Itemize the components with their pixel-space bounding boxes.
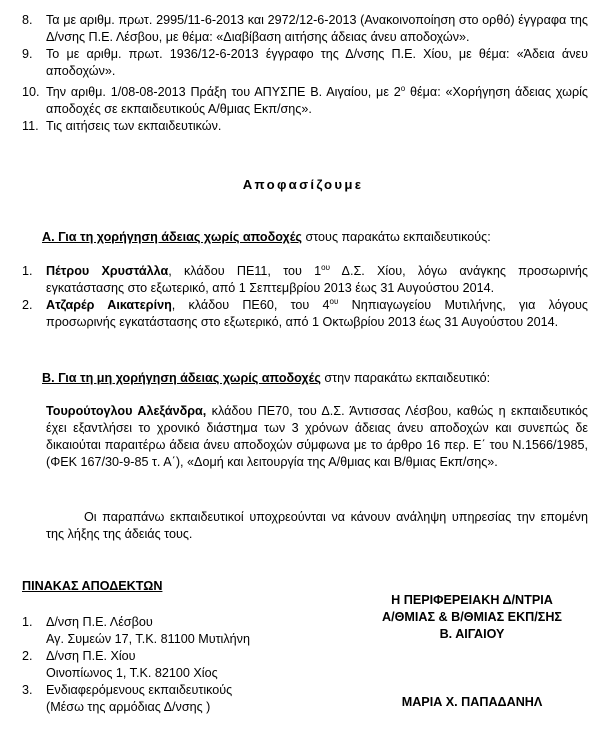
item-text: Νηπιαγωγείου Μυτιλήνης, για λόγους [338, 298, 588, 312]
item-line-1 [46, 263, 588, 280]
list-number: 2. [22, 649, 33, 663]
list-number: 8. [22, 13, 33, 27]
item-text: , κλάδου ΠΕ60, του 4 [171, 298, 330, 312]
superscript: ου [329, 297, 339, 306]
reference-text: Τα με αριθμ. πρωτ. 2995/11-6-2013 και 2972/12-6-2013 (Ανακοινοποίηση στο ορθό) έγγραφα της Δ/νσης Π.Ε. Λέσβου, με θέμα: «Διαβίβαση αιτήσης άδειας άνευ αποδοχών». [46, 13, 588, 44]
signature-title-line-2: Α/ΘΜΙΑΣ & Β/ΘΜΙΑΣ ΕΚΠ/ΣΗΣ [382, 610, 562, 624]
reference-text: Το με αριθμ. πρωτ. 1936/12-6-2013 έγγραφο της Δ/νσης Π.Ε. Χίου, με θέμα: «Άδεια άνευ αποδοχών». [46, 47, 588, 78]
list-number: 1. [22, 264, 33, 278]
leave-granted-text [46, 297, 588, 331]
recipient-item [22, 648, 362, 682]
superscript: ου [321, 263, 330, 272]
leave-denied-text: κλάδου ΠΕ70, του Δ.Σ. Άντισσας Λέσβου, καθώς η εκπαιδευτικός έχει εξαντλήσει το χρονικό διάστημα των 3 χρόνων άδειας άνευ αποδοχών και συνεπώς δε δικαιούται παραιτέρω άδεια άνευ αποδοχών σύμφωνα με το άρθρο 16 περ. Ε΄ του Ν.1566/1985, (ΦΕΚ 167/30-9-85 τ. Α΄), «Δομή και λειτουργία της Α/θμιας και Β/θμιας Εκπ/σης». [46, 404, 588, 469]
signature-block [372, 592, 572, 643]
leave-granted-item-2 [22, 297, 588, 331]
teacher-name: Ατζαρέρ Αικατερίνη [46, 298, 172, 312]
list-number: 10. [22, 85, 40, 99]
recipient-item [22, 614, 362, 648]
recipients-title: ΠΙΝΑΚΑΣ ΑΠΟΔΕΚΤΩΝ [22, 579, 163, 593]
recipient-name: Δ/νση Π.Ε. Λέσβου [46, 615, 153, 629]
teacher-name: Τουρούτογλου Αλεξάνδρα, [46, 404, 207, 418]
signature-title-line-3: Β. ΑΙΓΑΙΟΥ [439, 627, 505, 641]
section-a-heading [42, 229, 491, 246]
list-number: 2. [22, 298, 33, 312]
reference-text [46, 84, 588, 118]
item-line-2: εγκατάστασης στο εξωτερικό, από 1 Σεπτεμβρίου 2013 έως 31 Αυγούστου 2014. [46, 281, 495, 295]
section-a-heading-bold: Α. Για τη χορήγηση άδειας χωρίς αποδοχές [42, 230, 302, 244]
list-number: 3. [22, 683, 33, 697]
item-line-1 [46, 297, 588, 314]
list-number: 11. [22, 119, 39, 133]
recipient-name: Ενδιαφερόμενους εκπαιδευτικούς [46, 683, 233, 697]
recipient-address: (Μέσω της αρμόδιας Δ/νσης ) [46, 700, 211, 714]
item-text: , κλάδου ΠΕ11, του 1 [168, 264, 322, 278]
reference-text-part: Την αριθμ. 1/08-08-2013 Πράξη του ΑΠΥΣΠΕ Β. Αιγαίου, με 2 [46, 85, 401, 99]
recipient-item [22, 682, 362, 716]
signature-title-line-1: Η ΠΕΡΙΦΕΡΕΙΑΚΗ Δ/ΝΤΡΙΑ [391, 593, 553, 607]
recipient-address: Αγ. Συμεών 17, Τ.Κ. 81100 Μυτιλήνη [46, 632, 250, 646]
item-text: Δ.Σ. Χίου, λόγω ανάγκης προσωρινής [329, 264, 588, 278]
recipient-name: Δ/νση Π.Ε. Χίου [46, 649, 136, 663]
leave-granted-item-1 [22, 263, 588, 297]
reference-text-part: θέμα: «Χορήγηση άδειας χωρίς αποδοχές σε εκπαιδευτικούς Α/θμιας Εκπ/σης». [46, 85, 588, 116]
reference-item-8 [22, 12, 588, 46]
teacher-name: Πέτρου Χρυστάλλα [46, 264, 169, 278]
decision-heading: Αποφασίζουμε [242, 177, 364, 192]
section-b-heading-rest: στην παρακάτω εκπαιδευτικό: [320, 371, 491, 385]
section-b-heading [42, 370, 490, 387]
reference-item-11 [22, 118, 588, 135]
reference-item-10 [22, 84, 588, 118]
recipient-address: Οινοπίωνος 1, Τ.Κ. 82100 Χίος [46, 666, 218, 680]
reference-item-9 [22, 46, 588, 80]
leave-denied-paragraph [46, 403, 588, 471]
closing-paragraph: Οι παραπάνω εκπαιδευτικοί υποχρεούνται να κάνουν ανάληψη υπηρεσίας την επομένη της λήξης της άδειάς τους. [46, 510, 588, 541]
leave-granted-text [46, 263, 588, 297]
section-b-heading-bold: Β. Για τη μη χορήγηση άδειας χωρίς αποδοχές [42, 371, 321, 385]
reference-text: Τις αιτήσεις των εκπαιδευτικών. [46, 119, 222, 133]
item-line-2: προσωρινής εγκατάστασης στο εξωτερικό, από 1 Οκτωβρίου 2013 έως 31 Αυγούστου 2014. [46, 315, 559, 329]
signatory-name: ΜΑΡΙΑ Χ. ΠΑΠΑΔΑΝΗΛ [401, 695, 543, 709]
recipients-list [22, 614, 362, 716]
superscript: ο [400, 84, 406, 93]
list-number: 1. [22, 615, 33, 629]
list-number: 9. [22, 47, 33, 61]
section-a-heading-rest: στους παρακάτω εκπαιδευτικούς: [301, 230, 491, 244]
